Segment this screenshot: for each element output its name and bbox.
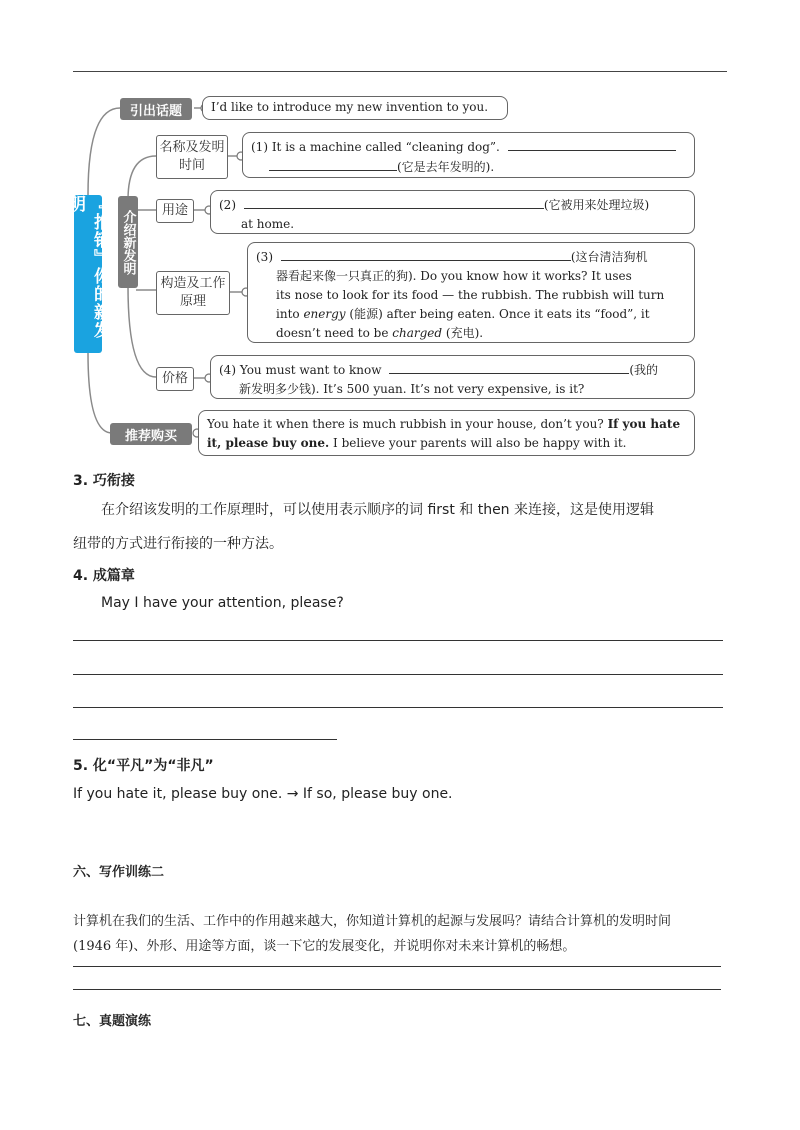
rec-line-2b: I believe your parents will also be happy with it. <box>333 436 627 450</box>
tag-name-time: 名称及发明时间 <box>156 135 228 179</box>
writing-line[interactable] <box>73 674 723 675</box>
tag-recommend: 推荐购买 <box>110 423 192 445</box>
struct-num: (3) <box>256 250 273 264</box>
section-6-text-2: (1946 年)、外形、用途等方面，谈一下它的发展变化，并说明你对未来计算机的畅想。 <box>73 939 576 954</box>
mindmap-title: 『推销』你的新发明 <box>74 195 102 353</box>
price-hint: (我的 <box>629 363 659 377</box>
struct-line-4a: into <box>276 307 300 321</box>
section-6-heading: 六、写作训练二 <box>73 865 165 880</box>
struct-line-4c: (能源) after being eaten. Once it eats its “food”, it <box>349 307 650 321</box>
structure-box <box>247 242 695 343</box>
section-5-text: If you hate it, please buy one. → If so, please buy one. <box>73 786 453 802</box>
section-3-heading: 3. 巧衔接 <box>73 473 135 489</box>
writing-line[interactable] <box>73 707 723 708</box>
lead-text: I’d like to introduce my new invention to you. <box>211 100 489 114</box>
tag-structure: 构造及工作原理 <box>156 271 230 315</box>
struct-line-3: its nose to look for its food — the rubbish. The rubbish will turn <box>276 288 665 302</box>
struct-line-5c: (充电). <box>445 326 484 340</box>
price-line-2: 新发明多少钱). It’s 500 yuan. It’s not very expensive, is it? <box>239 382 585 396</box>
writing-line[interactable] <box>73 739 337 740</box>
name-box <box>242 132 695 178</box>
answer-blank[interactable] <box>269 157 397 171</box>
section-5-heading: 5. 化“平凡”为“非凡” <box>73 758 214 774</box>
rec-line-1b: If you hate <box>607 417 681 431</box>
section-4-heading: 4. 成篇章 <box>73 568 135 584</box>
struct-line-2: 器看起来像一只真正的狗). Do you know how it works? It uses <box>276 269 632 283</box>
use-box <box>210 190 695 234</box>
struct-line-5b: charged <box>392 326 443 340</box>
rec-line-2a: it, please buy one. <box>207 436 330 450</box>
tag-use: 用途 <box>156 199 194 223</box>
price-line-1: (4) You must want to know <box>219 363 382 377</box>
struct-line-5a: doesn’t need to be <box>276 326 389 340</box>
use-line-2: at home. <box>241 217 295 231</box>
mind-map <box>0 0 800 470</box>
section-7-heading: 七、真题演练 <box>73 1014 152 1029</box>
struct-hint: (这台清洁狗机 <box>570 250 648 264</box>
name-line-2: (它是去年发明的). <box>397 160 495 174</box>
struct-line-4b: energy <box>303 307 346 321</box>
answer-blank[interactable] <box>281 247 571 261</box>
recommend-box <box>198 410 695 456</box>
writing-line[interactable] <box>73 966 721 967</box>
writing-line[interactable] <box>73 989 721 990</box>
tag-price: 价格 <box>156 367 194 391</box>
answer-blank[interactable] <box>508 137 676 151</box>
rec-line-1a: You hate it when there is much rubbish in your house, don’t you? <box>207 417 604 431</box>
writing-line[interactable] <box>73 640 723 641</box>
use-num: (2) <box>219 198 236 212</box>
section-3-text-2: 纽带的方式进行衔接的一种方法。 <box>73 536 283 552</box>
use-hint: (它被用来处理垃圾) <box>543 198 650 212</box>
answer-blank[interactable] <box>389 360 629 374</box>
tag-lead: 引出话题 <box>120 98 192 120</box>
section-3-text-1: 在介绍该发明的工作原理时，可以使用表示顺序的词 first 和 then 来连接，这是使用逻辑 <box>101 502 655 518</box>
name-line-1: (1) It is a machine called “cleaning dog”. <box>251 140 500 154</box>
answer-blank[interactable] <box>244 195 544 209</box>
section-intro-tag: 介绍新发明 <box>118 196 138 288</box>
lead-box <box>202 96 508 120</box>
price-box <box>210 355 695 399</box>
section-6-text-1: 计算机在我们的生活、工作中的作用越来越大，你知道计算机的起源与发展吗？请结合计算机的发明时间 <box>73 914 672 929</box>
section-4-text: May I have your attention, please? <box>101 595 344 611</box>
